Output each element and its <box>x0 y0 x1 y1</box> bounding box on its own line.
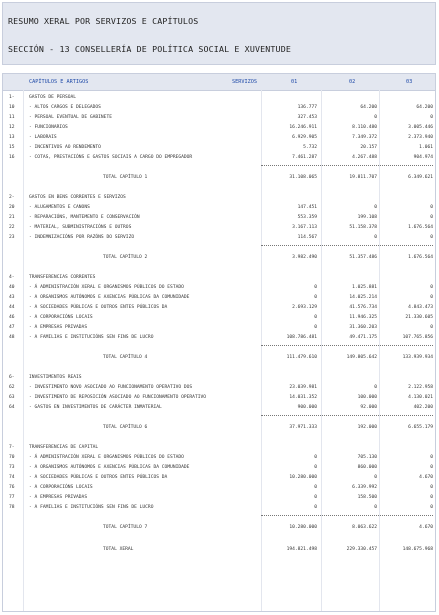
chapter-total-row <box>3 253 435 263</box>
row-code: 78 <box>9 505 15 510</box>
document-title: RESUMO XERAL POR SERVIZOS E CAPÍTULOS <box>8 16 199 26</box>
row-value-01: 2.693.129 <box>292 305 317 310</box>
row-description: - PERSOAL EVENTUAL DE GABINETE <box>29 115 112 120</box>
row-code: 22 <box>9 225 15 230</box>
table-row <box>3 113 435 123</box>
row-code: 76 <box>9 485 15 490</box>
row-value-02: 20.157 <box>360 145 377 150</box>
chapter-total-row <box>3 423 435 433</box>
row-description: - A EMPRESAS PRIVADAS <box>29 495 88 500</box>
table-row <box>3 393 435 403</box>
row-description: GASTOS EN BENS CORRENTES E SERVIZOS <box>29 195 126 200</box>
row-description: TRANSFERENCIAS DE CAPITAL <box>29 445 99 450</box>
table-row <box>3 223 435 233</box>
row-value-01: 16.246.911 <box>289 125 317 130</box>
table-row <box>3 103 435 113</box>
table-body <box>3 91 435 611</box>
row-value-03: 64.200 <box>416 105 433 110</box>
row-value-03: 21.330.605 <box>405 315 433 320</box>
row-description: TOTAL CAPÍTULO 6 <box>103 425 148 430</box>
row-value-03: 2.122.958 <box>408 385 433 390</box>
row-value-01: 7.461.287 <box>292 155 317 160</box>
row-value-03: 4.130.021 <box>408 395 433 400</box>
budget-table <box>2 73 436 612</box>
row-description: TOTAL CAPÍTULO 4 <box>103 355 148 360</box>
row-description: - INDEMNIZACIÓNS POR RAZÓNS DO SERVIZO <box>29 235 135 240</box>
table-header <box>3 74 435 91</box>
row-value-02: 8.063.622 <box>352 525 377 530</box>
row-code: 46 <box>9 315 15 320</box>
row-code: 40 <box>9 285 15 290</box>
row-description: - ALTOS CARGOS E DELEGADOS <box>29 105 101 110</box>
row-value-03: 133.939.934 <box>402 355 433 360</box>
table-row <box>3 483 435 493</box>
row-value-01: 3.982.490 <box>292 255 317 260</box>
row-value-01: 0 <box>314 465 317 470</box>
row-value-01: 136.777 <box>297 105 317 110</box>
row-value-02: 158.500 <box>357 495 377 500</box>
row-description: - INVESTIMENTO NOVO ASOCIADO AO FUNCIONAMENTO OPERATIVO DOS <box>29 385 193 390</box>
row-value-02: 41.576.734 <box>349 305 377 310</box>
row-value-02: 7.349.372 <box>352 135 377 140</box>
row-value-03: 107.765.856 <box>402 335 433 340</box>
row-description: - ALUGAMENTOS E CANONS <box>29 205 90 210</box>
row-value-02: 229.330.457 <box>346 547 377 552</box>
table-row <box>3 213 435 223</box>
row-code: 2- <box>9 195 15 200</box>
row-description: GASTOS DE PERSOAL <box>29 95 77 100</box>
row-value-02: 0 <box>374 115 377 120</box>
row-description: - A CORPORACIÓNS LOCAIS <box>29 315 93 320</box>
row-value-02: 1.025.881 <box>352 285 377 290</box>
row-code: 16 <box>9 155 15 160</box>
row-code: 44 <box>9 305 15 310</box>
row-value-02: 51.357.486 <box>349 255 377 260</box>
table-row <box>3 473 435 483</box>
table-row <box>3 333 435 343</box>
row-description: - INCENTIVOS AO RENDEMENTO <box>29 145 101 150</box>
table-row <box>3 153 435 163</box>
grand-total-row <box>3 545 435 555</box>
row-value-01: 147.451 <box>297 205 317 210</box>
row-value-03: 4.670 <box>419 475 433 480</box>
section-title: SECCIÓN - 13 CONSELLERÍA DE POLÍTICA SOCIAL E XUVENTUDE <box>8 44 291 54</box>
row-code: 70 <box>9 455 15 460</box>
row-code: 64 <box>9 405 15 410</box>
table-row <box>3 403 435 413</box>
row-code: 77 <box>9 495 15 500</box>
row-value-01: 111.479.610 <box>286 355 317 360</box>
row-description: - FUNCIONARIOS <box>29 125 68 130</box>
row-description: - MATERIAL, SUBMINISTRACIÓNS E OUTROS <box>29 225 132 230</box>
row-value-02: 4.267.488 <box>352 155 377 160</box>
row-code: 63 <box>9 395 15 400</box>
row-value-02: 64.200 <box>360 105 377 110</box>
chapter-heading-row <box>3 93 435 103</box>
row-value-03: 6.655.179 <box>408 425 433 430</box>
row-value-03: 2.373.940 <box>408 135 433 140</box>
row-code: 62 <box>9 385 15 390</box>
col-header-concept: CAPÍTULOS E ARTIGOS <box>29 79 89 85</box>
row-value-02: 0 <box>374 475 377 480</box>
row-value-02: 49.471.175 <box>349 335 377 340</box>
row-value-03: 3.005.446 <box>408 125 433 130</box>
row-value-03: 0 <box>430 295 433 300</box>
row-value-02: 11.946.325 <box>349 315 377 320</box>
table-row <box>3 383 435 393</box>
row-value-01: 900.000 <box>297 405 317 410</box>
row-value-01: 5.732 <box>303 145 317 150</box>
row-description: - A SOCIEDADES PÚBLICAS E OUTROS ENTES PÚBLICOS DA <box>29 305 168 310</box>
row-description: TRANSFERENCIAS CORRENTES <box>29 275 96 280</box>
row-value-03: 0 <box>430 505 433 510</box>
row-value-02: 0 <box>374 235 377 240</box>
col-header-services: SERVIZOS <box>232 79 257 85</box>
table-row <box>3 293 435 303</box>
row-value-02: 92.000 <box>360 405 377 410</box>
row-code: 73 <box>9 465 15 470</box>
row-description: - A ORGANISMOS AUTÓNOMOS E AXENCIAS PÚBLICAS DA COMUNIDADE <box>29 295 190 300</box>
row-value-03: 904.974 <box>413 155 433 160</box>
row-value-01: 553.359 <box>297 215 317 220</box>
row-value-03: 6.349.621 <box>408 175 433 180</box>
row-value-03: 0 <box>430 455 433 460</box>
table-row <box>3 453 435 463</box>
row-value-01: 0 <box>314 455 317 460</box>
row-description: - Á ADMINISTRACIÓN XERAL E ORGANISMOS PÚBLICOS DO ESTADO <box>29 285 184 290</box>
row-value-01: 114.567 <box>297 235 317 240</box>
row-value-03: 0 <box>430 495 433 500</box>
row-value-01: 327.453 <box>297 115 317 120</box>
row-value-02: 31.360.203 <box>349 325 377 330</box>
table-row <box>3 123 435 133</box>
row-value-03: 0 <box>430 485 433 490</box>
table-row <box>3 233 435 243</box>
row-value-03: 402.200 <box>413 405 433 410</box>
row-description: - A FAMILIAS E INSTITUCIÓNS SEN FINS DE LUCRO <box>29 505 154 510</box>
row-value-01: 0 <box>314 315 317 320</box>
row-value-01: 6.929.905 <box>292 135 317 140</box>
row-value-02: 51.158.378 <box>349 225 377 230</box>
row-description: TOTAL CAPÍTULO 1 <box>103 175 148 180</box>
row-code: 12 <box>9 125 15 130</box>
row-value-01: 37.971.333 <box>289 425 317 430</box>
row-description: - INVESTIMENTO DE REPOSICIÓN ASOCIADO AO FUNCIONAMENTO OPERATIVO <box>29 395 207 400</box>
col-header-03: 03 <box>406 79 413 85</box>
row-code: 15 <box>9 145 15 150</box>
row-code: 21 <box>9 215 15 220</box>
row-value-03: 0 <box>430 325 433 330</box>
row-description: - A ORGANISMOS AUTÓNOMOS E AXENCIAS PÚBLICAS DA COMUNIDADE <box>29 465 190 470</box>
row-description: - GASTOS EN INVESTIMENTOS DE CARÁCTER INMATERIAL <box>29 405 162 410</box>
row-value-03: 0 <box>430 285 433 290</box>
row-value-01: 194.821.498 <box>286 547 317 552</box>
row-value-02: 6.339.992 <box>352 485 377 490</box>
row-code: 11 <box>9 115 15 120</box>
table-row <box>3 133 435 143</box>
table-row <box>3 143 435 153</box>
row-value-02: 199.108 <box>357 215 377 220</box>
row-description: - A EMPRESAS PRIVADAS <box>29 325 88 330</box>
row-value-01: 10.280.000 <box>289 525 317 530</box>
chapter-heading-row <box>3 443 435 453</box>
row-value-03: 148.675.968 <box>402 547 433 552</box>
row-value-03: 0 <box>430 215 433 220</box>
row-value-02: 100.000 <box>357 395 377 400</box>
row-value-02: 0 <box>374 205 377 210</box>
chapter-heading-row <box>3 273 435 283</box>
row-description: INVESTIMENTOS REAIS <box>29 375 82 380</box>
row-value-02: 19.811.707 <box>349 175 377 180</box>
subtotal-separator <box>261 415 433 416</box>
row-code: 43 <box>9 295 15 300</box>
table-row <box>3 313 435 323</box>
subtotal-separator <box>261 345 433 346</box>
row-value-01: 0 <box>314 295 317 300</box>
row-code: 20 <box>9 205 15 210</box>
row-value-03: 1.676.564 <box>408 255 433 260</box>
row-value-03: 0 <box>430 205 433 210</box>
row-code: 23 <box>9 235 15 240</box>
row-code: 10 <box>9 105 15 110</box>
row-value-02: 0 <box>374 505 377 510</box>
row-code: 74 <box>9 475 15 480</box>
subtotal-separator <box>261 515 433 516</box>
row-value-01: 23.039.981 <box>289 385 317 390</box>
row-value-01: 14.031.352 <box>289 395 317 400</box>
row-code: 48 <box>9 335 15 340</box>
row-description: - COTAS, PRESTACIÓNS E GASTOS SOCIAIS A CARGO DO EMPREGADOR <box>29 155 193 160</box>
row-value-01: 0 <box>314 495 317 500</box>
row-description: TOTAL CAPÍTULO 7 <box>103 525 148 530</box>
table-row <box>3 203 435 213</box>
row-code: 6- <box>9 375 15 380</box>
row-code: 7- <box>9 445 15 450</box>
row-value-01: 108.786.481 <box>286 335 317 340</box>
chapter-heading-row <box>3 193 435 203</box>
table-row <box>3 303 435 313</box>
row-value-02: 0 <box>374 385 377 390</box>
row-description: - A FAMILIAS E INSTITUCIÓNS SEN FINS DE LUCRO <box>29 335 154 340</box>
row-code: 47 <box>9 325 15 330</box>
table-row <box>3 493 435 503</box>
document-header <box>2 2 436 65</box>
row-value-03: 0 <box>430 235 433 240</box>
row-description: - LABORAIS <box>29 135 57 140</box>
subtotal-separator <box>261 165 433 166</box>
table-row <box>3 283 435 293</box>
row-value-03: 0 <box>430 465 433 470</box>
row-description: TOTAL XERAL <box>103 547 134 552</box>
row-value-02: 8.110.480 <box>352 125 377 130</box>
row-value-01: 10.280.000 <box>289 475 317 480</box>
row-value-03: 0 <box>430 115 433 120</box>
row-code: 1- <box>9 95 15 100</box>
row-value-02: 705.130 <box>357 455 377 460</box>
row-value-03: 4.843.473 <box>408 305 433 310</box>
row-value-01: 3.167.113 <box>292 225 317 230</box>
col-header-01: 01 <box>291 79 298 85</box>
table-row <box>3 503 435 513</box>
col-header-02: 02 <box>349 79 356 85</box>
row-value-02: 14.025.214 <box>349 295 377 300</box>
row-value-02: 149.805.642 <box>346 355 377 360</box>
chapter-total-row <box>3 523 435 533</box>
chapter-heading-row <box>3 373 435 383</box>
row-value-02: 192.000 <box>357 425 377 430</box>
row-description: TOTAL CAPÍTULO 2 <box>103 255 148 260</box>
row-value-01: 0 <box>314 325 317 330</box>
row-description: - Á ADMINISTRACIÓN XERAL E ORGANISMOS PÚBLICOS DO ESTADO <box>29 455 184 460</box>
row-description: - A CORPORACIÓNS LOCAIS <box>29 485 93 490</box>
row-value-03: 1.676.564 <box>408 225 433 230</box>
subtotal-separator <box>261 245 433 246</box>
row-code: 13 <box>9 135 15 140</box>
row-value-03: 1.061 <box>419 145 433 150</box>
row-value-01: 0 <box>314 485 317 490</box>
row-value-01: 0 <box>314 285 317 290</box>
row-value-01: 0 <box>314 505 317 510</box>
row-value-03: 4.670 <box>419 525 433 530</box>
chapter-total-row <box>3 173 435 183</box>
row-code: 4- <box>9 275 15 280</box>
row-description: - REPARACIÓNS, MANTEMENTO E CONSERVACIÓN <box>29 215 140 220</box>
row-value-02: 860.000 <box>357 465 377 470</box>
chapter-total-row <box>3 353 435 363</box>
table-row <box>3 463 435 473</box>
row-value-01: 31.108.065 <box>289 175 317 180</box>
row-description: - A SOCIEDADES PÚBLICAS E OUTROS ENTES PÚBLICOS DA <box>29 475 168 480</box>
table-row <box>3 323 435 333</box>
